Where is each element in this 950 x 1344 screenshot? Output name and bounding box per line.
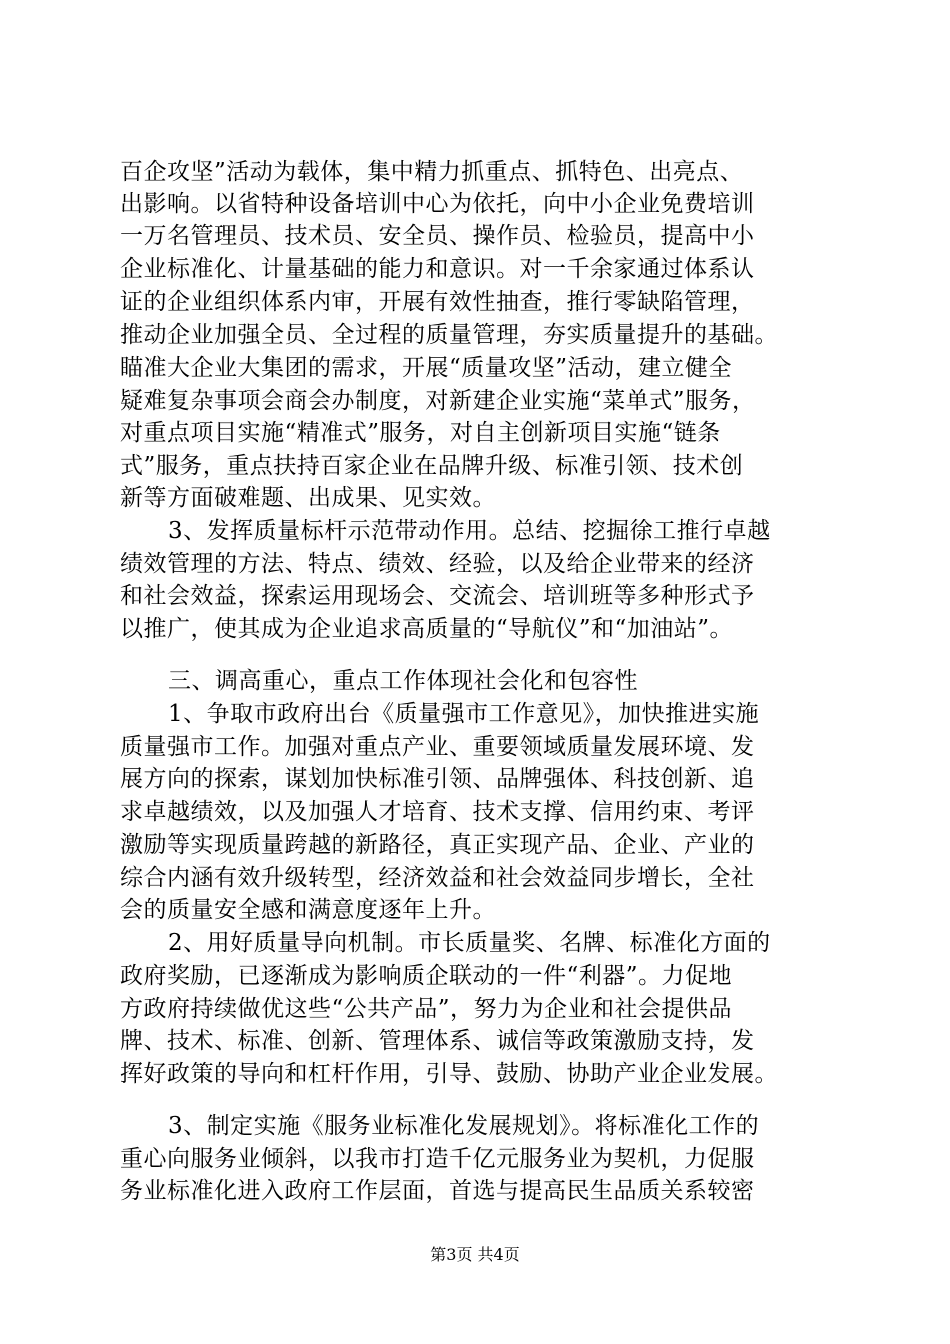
paragraph-4-line-2: 政府奖励，已逐渐成为影响质企联动的一件“利器”。力促地 (120, 963, 733, 989)
paragraph-3-line-5: 激励等实现质量跨越的新路径，真正实现产品、企业、产业的 (120, 832, 755, 858)
paragraph-1-line-3: 一万名管理员、技术员、安全员、操作员、检验员，提高中小 (120, 223, 755, 249)
paragraph-4-line-5: 挥好政策的导向和杠杆作用，引导、鼓励、协助产业企业发展。 (120, 1061, 778, 1087)
paragraph-1-line-4: 企业标准化、计量基础的能力和意识。对一千余家通过体系认 (120, 256, 755, 282)
paragraph-4-line-1: 2、用好质量导向机制。市长质量奖、名牌、标准化方面的 (168, 930, 771, 956)
paragraph-5-line-1: 3、制定实施《服务业标准化发展规划》。将标准化工作的 (168, 1113, 760, 1139)
paragraph-2-line-3: 和社会效益，探索运用现场会、交流会、培训班等多种形式予 (120, 583, 755, 609)
paragraph-5-line-3: 务业标准化进入政府工作层面，首选与提高民生品质关系较密 (120, 1178, 755, 1204)
paragraph-3-line-3: 展方向的探索，谋划加快标准引领、品牌强体、科技创新、追 (120, 766, 755, 792)
page-number-footer: 第3页 共4页 (430, 1245, 520, 1264)
paragraph-3-line-4: 求卓越绩效，以及加强人才培育、技术支撑、信用约束、考评 (120, 799, 755, 825)
paragraph-1-line-6: 推动企业加强全员、全过程的质量管理，夯实质量提升的基础。 (120, 322, 778, 348)
paragraph-1-line-7: 瞄准大企业大集团的需求，开展“质量攻坚”活动，建立健全 (120, 355, 733, 381)
paragraph-3-line-7: 会的质量安全感和满意度逐年上升。 (120, 897, 496, 923)
paragraph-3-line-6: 综合内涵有效升级转型，经济效益和社会效益同步增长，全社 (120, 865, 755, 891)
paragraph-1-line-11: 新等方面破难题、出成果、见实效。 (120, 485, 496, 511)
paragraph-1-line-10: 式”服务，重点扶持百家企业在品牌升级、标准引领、技术创 (120, 453, 744, 479)
paragraph-1-line-5: 证的企业组织体系内审，开展有效性抽查，推行零缺陷管理， (120, 289, 755, 315)
section-heading: 三、调高重心，重点工作体现社会化和包容性 (168, 668, 638, 694)
paragraph-2-line-1: 3、发挥质量标杆示范带动作用。总结、挖掘徐工推行卓越 (168, 518, 771, 544)
paragraph-2-line-2: 绩效管理的方法、特点、绩效、经验，以及给企业带来的经济 (120, 551, 755, 577)
paragraph-1-line-9: 对重点项目实施“精准式”服务，对自主创新项目实施“链条 (120, 420, 721, 446)
paragraph-4-line-4: 牌、技术、标准、创新、管理体系、诚信等政策激励支持，发 (120, 1028, 755, 1054)
paragraph-3-line-2: 质量强市工作。加强对重点产业、重要领域质量发展环境、发 (120, 734, 755, 760)
paragraph-1-line-2: 出影响。以省特种设备培训中心为依托，向中小企业免费培训 (120, 191, 755, 217)
paragraph-3-line-1: 1、争取市政府出台《质量强市工作意见》，加快推进实施 (168, 701, 760, 727)
paragraph-5-line-2: 重心向服务业倾斜，以我市打造千亿元服务业为契机，力促服 (120, 1146, 755, 1172)
paragraph-4-line-3: 方政府持续做优这些“公共产品”，努力为企业和社会提供品 (120, 996, 733, 1022)
paragraph-1-line-1: 百企攻坚”活动为载体，集中精力抓重点、抓特色、出亮点、 (120, 159, 744, 185)
paragraph-1-line-8: 疑难复杂事项会商会办制度，对新建企业实施“菜单式”服务， (120, 388, 756, 414)
paragraph-2-line-4: 以推广，使其成为企业追求高质量的“导航仪”和“加油站”。 (120, 616, 734, 642)
